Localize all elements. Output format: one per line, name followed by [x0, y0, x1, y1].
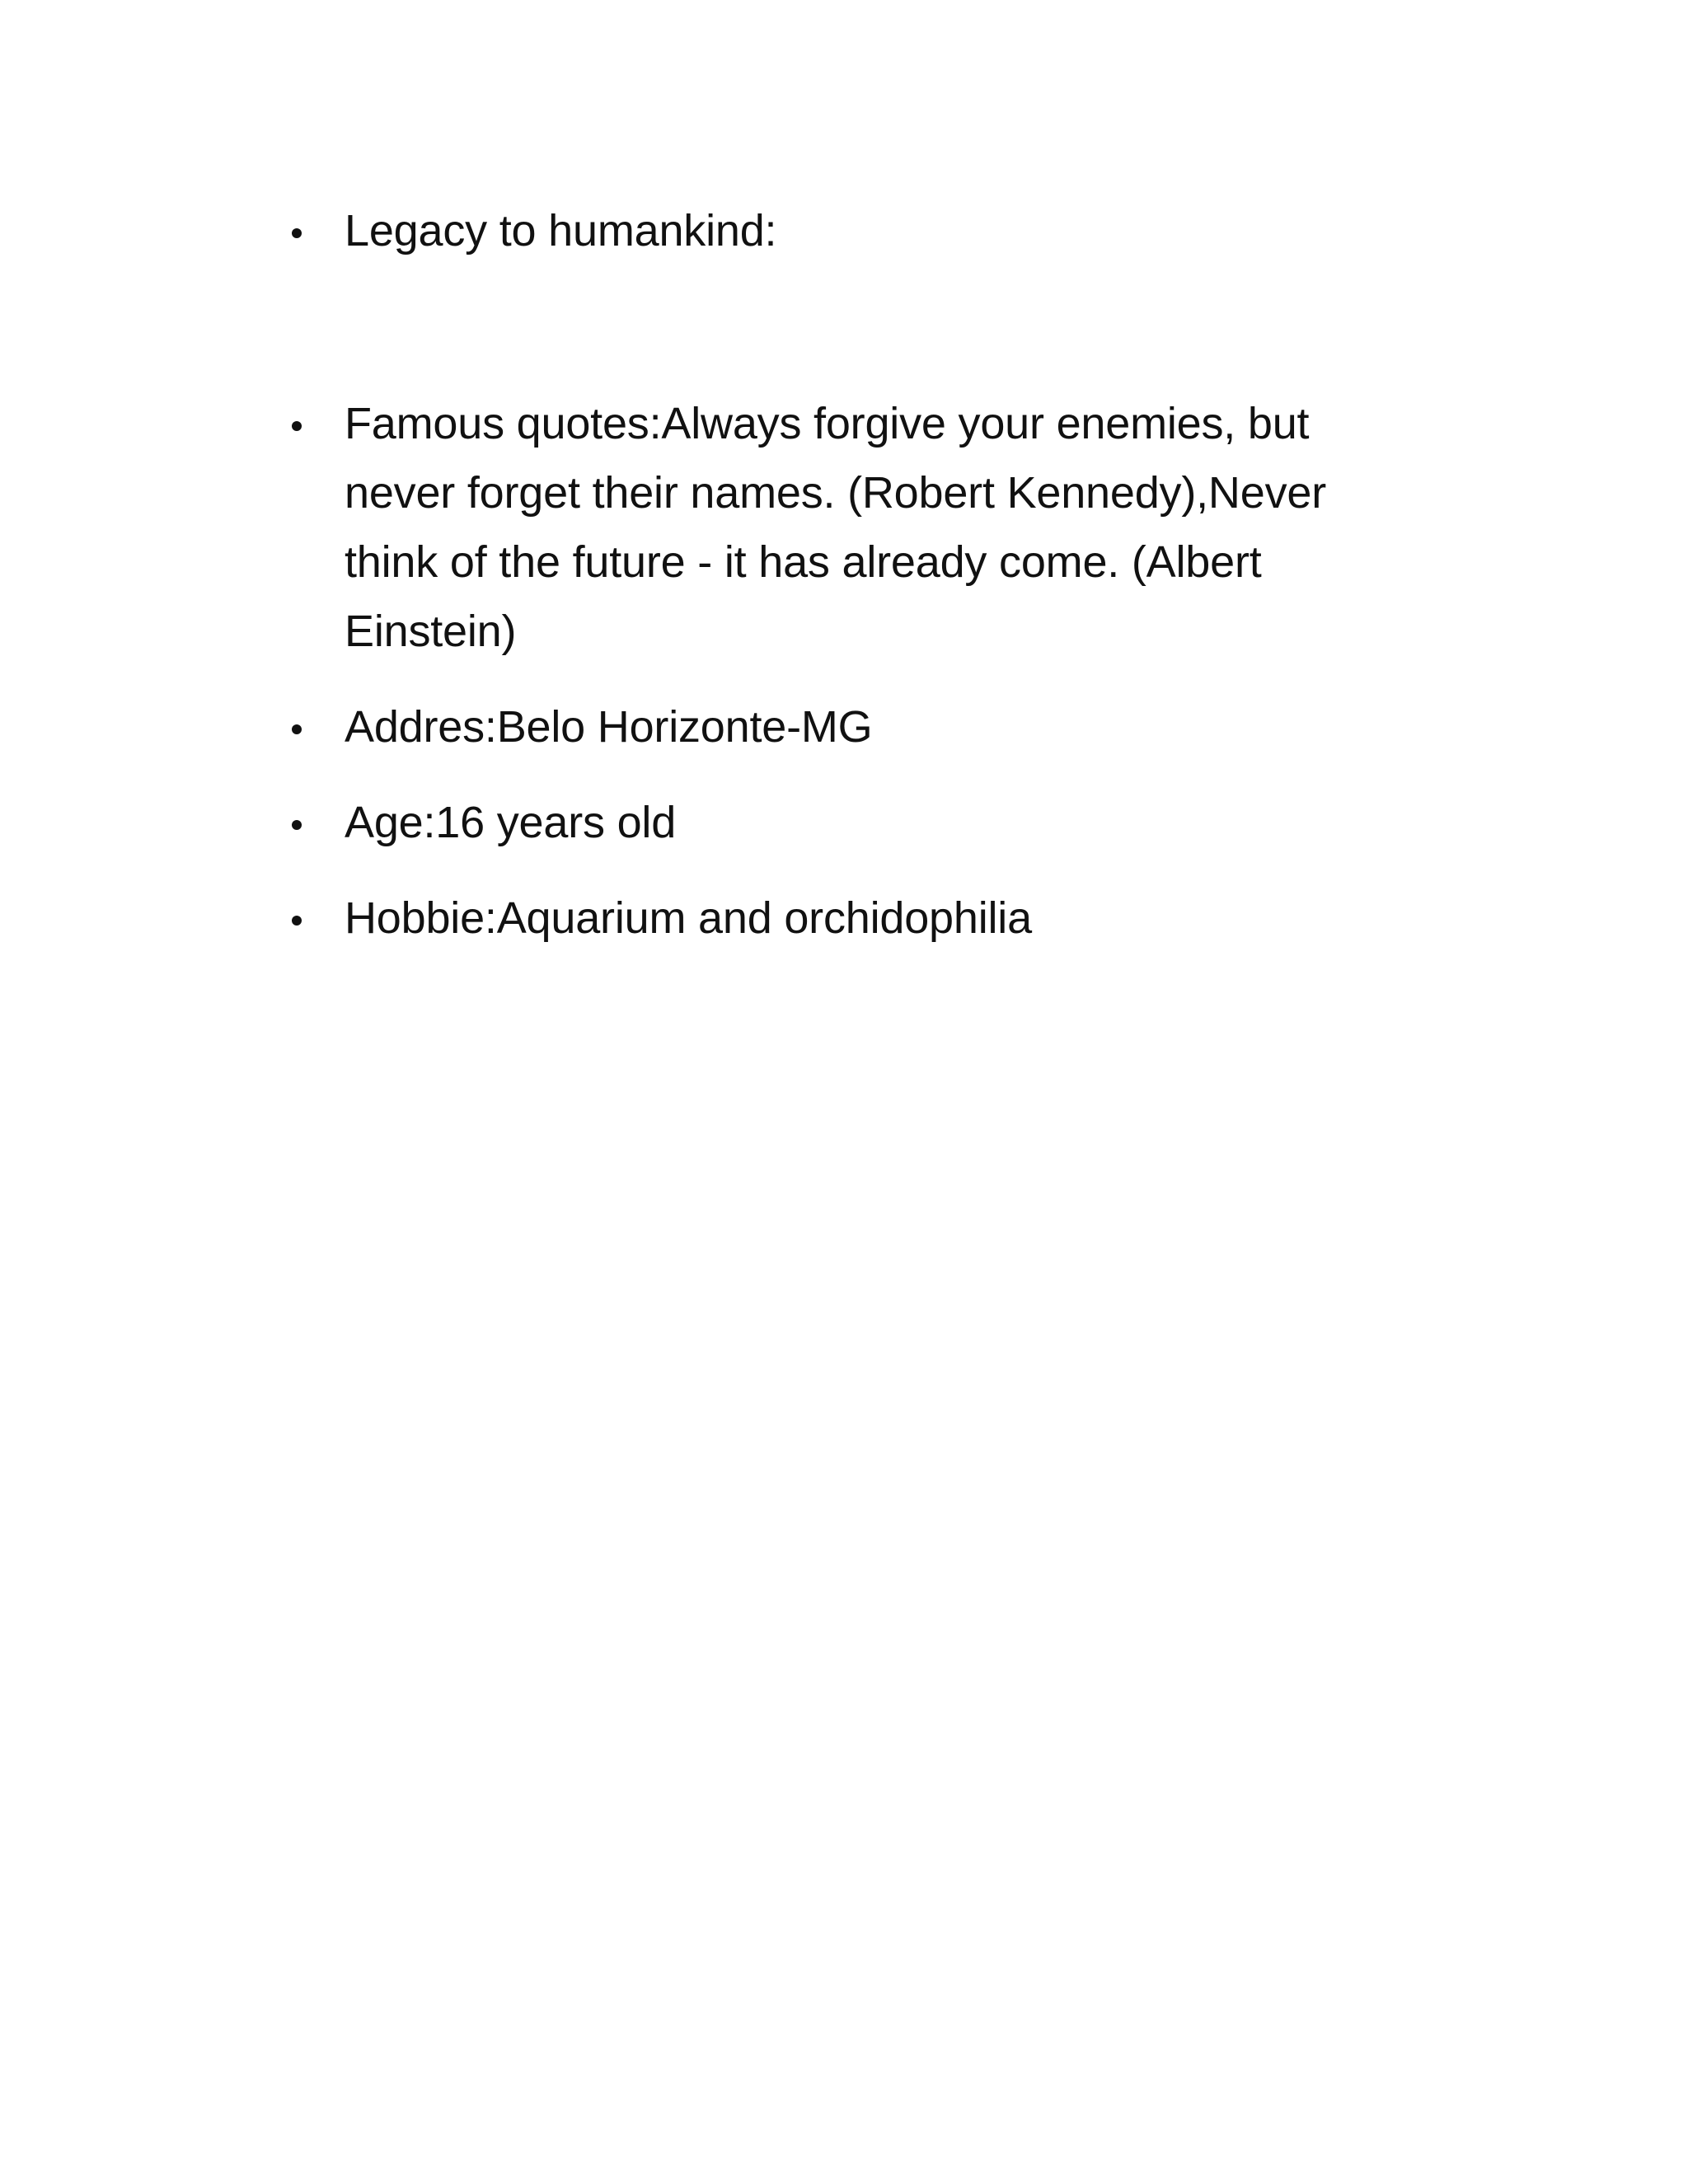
- list-item-age: [292, 788, 1429, 857]
- legacy-text: Legacy to humankind:: [345, 206, 777, 255]
- list-item-famous-quotes: [292, 389, 1429, 666]
- bullet-list: [292, 196, 1429, 953]
- bullet-icon: [292, 724, 302, 734]
- address-text: Addres:Belo Horizonte-MG: [345, 702, 873, 752]
- bullet-icon: [292, 421, 302, 431]
- age-text: Age:16 years old: [345, 798, 677, 847]
- bullet-icon: [292, 916, 302, 926]
- hobbie-text: Hobbie:Aquarium and orchidophilia: [345, 893, 1032, 943]
- bullet-icon: [292, 228, 302, 238]
- list-item-address: [292, 692, 1429, 762]
- famous-quotes-text: Famous quotes:Always forgive your enemies, but never forget their names. (Robert Kennedy),Never think of the future - it has already come. (Albert Einstein): [345, 399, 1326, 656]
- list-item-hobbie: [292, 883, 1429, 953]
- list-item-legacy: [292, 196, 1429, 265]
- bullet-icon: [292, 820, 302, 830]
